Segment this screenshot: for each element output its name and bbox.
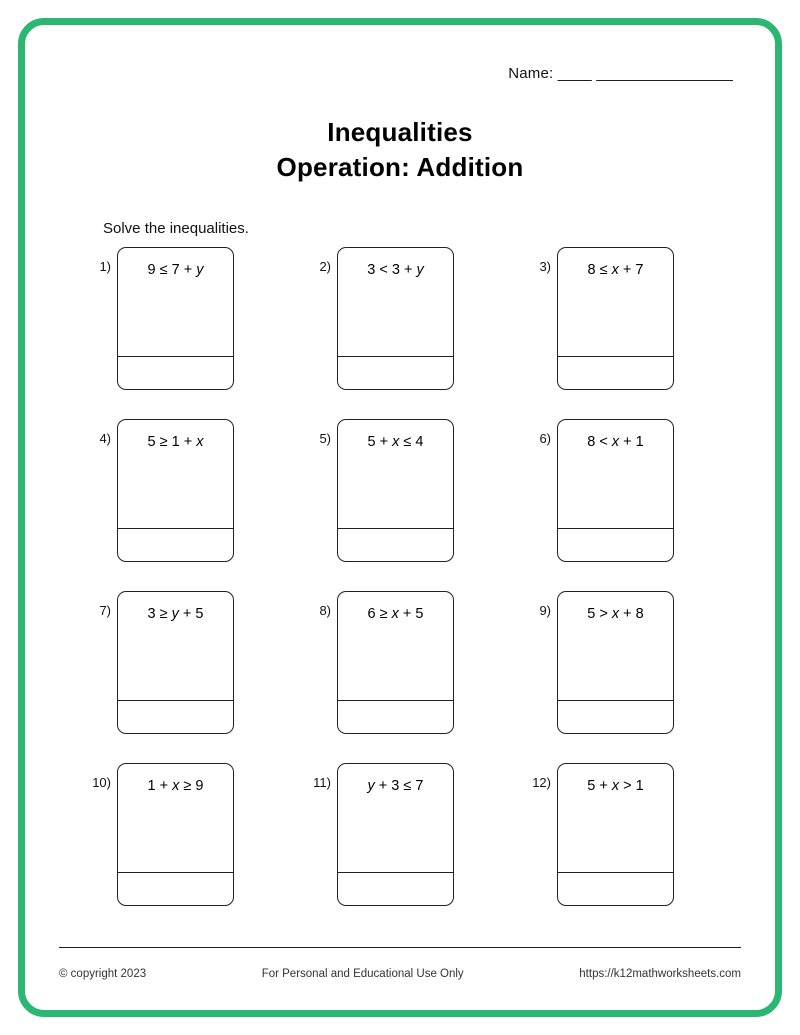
problem-item: [527, 419, 747, 564]
answer-box[interactable]: [117, 591, 234, 734]
answer-rule: [558, 356, 673, 357]
problem-item: [307, 763, 527, 908]
problem-number: 11): [313, 775, 331, 790]
problem-number: 7): [99, 603, 111, 618]
answer-rule: [338, 528, 453, 529]
title-line-secondary: Operation: Addition: [276, 152, 524, 183]
answer-rule: [338, 700, 453, 701]
title-line-primary: Inequalities: [327, 117, 473, 147]
problem-number: 12): [532, 775, 551, 790]
problem-item: [87, 591, 307, 736]
problem-item: [87, 763, 307, 908]
problem-expression: y + 3 ≤ 7: [367, 778, 424, 794]
problem-number: 2): [319, 259, 331, 274]
problem-expression: 8 < x + 1: [587, 434, 644, 450]
answer-box[interactable]: [337, 763, 454, 906]
problem-item: [527, 763, 747, 908]
problem-expression: 1 + x ≥ 9: [147, 778, 204, 794]
answer-rule: [338, 356, 453, 357]
footer-copyright: © copyright 2023: [59, 968, 147, 980]
problem-expression: 6 ≥ x + 5: [367, 606, 424, 622]
problem-expression: 5 + x ≤ 4: [367, 434, 424, 450]
answer-box[interactable]: [337, 591, 454, 734]
problems-grid: [87, 247, 747, 908]
problem-item: [307, 247, 527, 392]
problem-number: 1): [99, 259, 111, 274]
answer-box[interactable]: [337, 419, 454, 562]
answer-box[interactable]: [117, 763, 234, 906]
answer-rule: [118, 700, 233, 701]
problem-item: [527, 591, 747, 736]
problem-expression: 3 ≥ y + 5: [147, 606, 204, 622]
problem-item: [307, 591, 527, 736]
problem-item: [87, 419, 307, 564]
answer-rule: [558, 700, 673, 701]
problem-expression: 8 ≤ x + 7: [587, 262, 644, 278]
footer-website-link[interactable]: https://k12mathworksheets.com: [579, 968, 741, 980]
answer-rule: [338, 872, 453, 873]
answer-rule: [118, 528, 233, 529]
instructions-text: Solve the inequalities.: [103, 220, 249, 237]
worksheet-border-frame: [18, 18, 782, 1017]
problem-number: 5): [319, 431, 331, 446]
answer-box[interactable]: [557, 247, 674, 390]
problem-number: 3): [539, 259, 551, 274]
name-field-label: Name: ____ ________________: [508, 65, 733, 82]
footer-divider: [59, 947, 741, 948]
answer-box[interactable]: [117, 419, 234, 562]
answer-rule: [558, 872, 673, 873]
problem-expression: 3 < 3 + y: [367, 262, 424, 278]
problem-expression: 5 + x > 1: [587, 778, 644, 794]
answer-rule: [118, 356, 233, 357]
problem-item: [527, 247, 747, 392]
answer-box[interactable]: [557, 591, 674, 734]
answer-rule: [558, 528, 673, 529]
answer-box[interactable]: [557, 763, 674, 906]
answer-box[interactable]: [557, 419, 674, 562]
problem-item: [87, 247, 307, 392]
page-footer: [59, 968, 741, 980]
answer-box[interactable]: [117, 247, 234, 390]
page-title: [25, 115, 775, 185]
answer-rule: [118, 872, 233, 873]
problem-number: 10): [92, 775, 111, 790]
problem-expression: 5 > x + 8: [587, 606, 644, 622]
problem-item: [307, 419, 527, 564]
answer-box[interactable]: [337, 247, 454, 390]
problem-number: 9): [539, 603, 551, 618]
problem-expression: 9 ≤ 7 + y: [147, 262, 204, 278]
footer-usage-note: For Personal and Educational Use Only: [261, 968, 464, 980]
problem-expression: 5 ≥ 1 + x: [147, 434, 204, 450]
problem-number: 4): [99, 431, 111, 446]
problem-number: 8): [319, 603, 331, 618]
problem-number: 6): [539, 431, 551, 446]
